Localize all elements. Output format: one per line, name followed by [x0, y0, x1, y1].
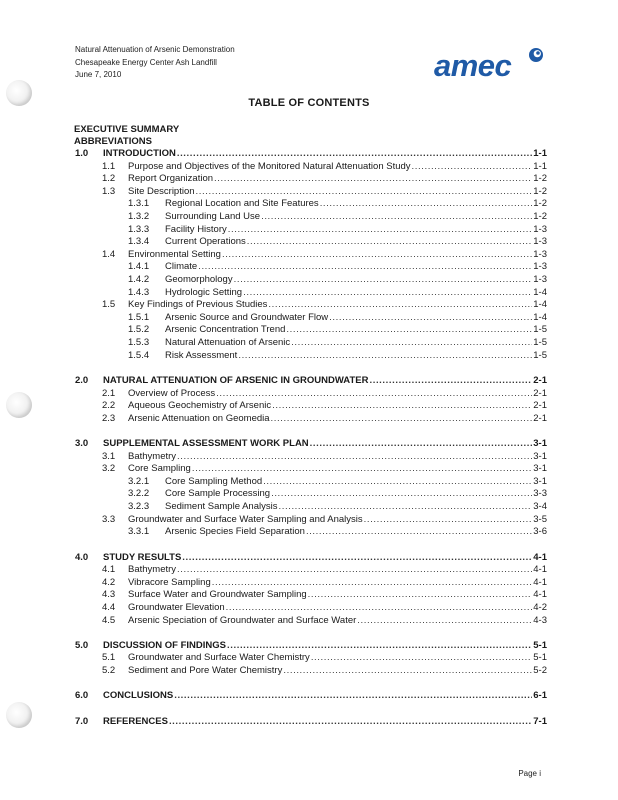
toc-entry: [0, 413, 618, 425]
toc-entry: [0, 388, 618, 400]
toc-entry-title: Purpose and Objectives of the Monitored Natural Attenuation Study: [128, 161, 411, 172]
toc-dot-leader: [283, 665, 532, 677]
toc-dot-leader: [192, 463, 532, 475]
toc-dot-leader: [369, 375, 532, 387]
toc-entry-title: SUPPLEMENTAL ASSESSMENT WORK PLAN: [103, 438, 309, 449]
toc-entry-number: 1.5.2: [128, 324, 150, 335]
toc-entry-number: 3.1: [102, 451, 116, 462]
toc-entry: [0, 577, 618, 589]
toc-dot-leader: [214, 173, 532, 185]
toc-entry-number: 7.0: [75, 716, 89, 727]
toc-dot-leader: [272, 400, 532, 412]
toc-entry-page: 2-1: [533, 400, 547, 411]
toc-entry-title: Groundwater and Surface Water Sampling and Analysis: [128, 514, 363, 525]
toc-entry-title: Arsenic Concentration Trend: [165, 324, 286, 335]
toc-entry: [0, 438, 618, 450]
toc-entry-title: Arsenic Attenuation on Geomedia: [128, 413, 270, 424]
toc-entry-page: 3-3: [533, 488, 547, 499]
page-title: TABLE OF CONTENTS: [248, 97, 370, 109]
toc-dot-leader: [308, 589, 533, 601]
toc-entry-title: Bathymetry: [128, 451, 177, 462]
toc-entry: [0, 350, 618, 362]
header-line-2: Chesapeake Energy Center Ash Landfill: [75, 57, 217, 67]
toc-heading-abbreviations: ABBREVIATIONS: [74, 136, 152, 147]
toc-entry-page: 3-1: [533, 476, 547, 487]
toc-entry-title: Core Sample Processing: [165, 488, 271, 499]
toc-entry-number: 6.0: [75, 690, 89, 701]
toc-entry-number: 1.3.4: [128, 236, 150, 247]
toc-entry-title: Surrounding Land Use: [165, 211, 261, 222]
toc-entry: [0, 615, 618, 627]
toc-entry-number: 3.3: [102, 514, 116, 525]
toc-entry: [0, 716, 618, 728]
toc-entry-page: 3-1: [533, 438, 547, 449]
toc-entry: [0, 312, 618, 324]
toc-entry-title: Hydrologic Setting: [165, 287, 243, 298]
toc-entry-page: 1-3: [533, 274, 547, 285]
toc-dot-leader: [227, 640, 532, 652]
toc-entry-title: CONCLUSIONS: [103, 690, 174, 701]
toc-entry-number: 1.4.3: [128, 287, 150, 298]
toc-entry-number: 1.3.3: [128, 224, 150, 235]
toc-entry-number: 5.1: [102, 652, 116, 663]
toc-dot-leader: [243, 287, 532, 299]
toc-entry: [0, 552, 618, 564]
toc-entry-number: 1.3.1: [128, 198, 150, 209]
toc-entry-title: Bathymetry: [128, 564, 177, 575]
toc-entry: [0, 161, 618, 173]
toc-entry-number: 5.0: [75, 640, 89, 651]
toc-entry-title: DISCUSSION OF FINDINGS: [103, 640, 226, 651]
toc-entry-title: Core Sampling: [128, 463, 191, 474]
toc-entry-page: 2-1: [533, 413, 547, 424]
toc-entry-title: Environmental Setting: [128, 249, 221, 260]
toc-entry-title: Surface Water and Groundwater Sampling: [128, 589, 307, 600]
toc-entry: [0, 463, 618, 475]
document-header: [75, 44, 235, 82]
toc-entry: [0, 652, 618, 664]
logo-swirl-icon: [529, 48, 543, 62]
toc-entry-page: 2-1: [533, 375, 547, 386]
toc-entry-number: 4.3: [102, 589, 116, 600]
toc-entry-number: 1.5.3: [128, 337, 150, 348]
toc-entry: [0, 236, 618, 248]
toc-entry-number: 1.5.4: [128, 350, 150, 361]
toc-entry-number: 3.2.2: [128, 488, 150, 499]
toc-entry-title: Sediment Sample Analysis: [165, 501, 278, 512]
toc-entry-page: 4-1: [533, 564, 547, 575]
toc-dot-leader: [412, 161, 533, 173]
toc-entry: [0, 451, 618, 463]
toc-entry-page: 1-2: [533, 186, 547, 197]
toc-dot-leader: [306, 526, 532, 538]
toc-entry-number: 1.5: [102, 299, 116, 310]
toc-dot-leader: [198, 261, 532, 273]
toc-entry: [0, 476, 618, 488]
toc-entry-number: 2.3: [102, 413, 116, 424]
toc-dot-leader: [310, 438, 533, 450]
toc-entry-page: 1-4: [533, 287, 547, 298]
toc-entry-title: Arsenic Source and Groundwater Flow: [165, 312, 329, 323]
toc-entry-number: 4.4: [102, 602, 116, 613]
toc-dot-leader: [271, 413, 533, 425]
toc-entry-page: 4-3: [533, 615, 547, 626]
toc-entry-page: 1-1: [533, 161, 547, 172]
toc-entry-title: Vibracore Sampling: [128, 577, 211, 588]
toc-entry-page: 1-5: [533, 337, 547, 348]
amec-logo: [432, 44, 552, 84]
toc-dot-leader: [226, 602, 533, 614]
toc-entry: [0, 337, 618, 349]
toc-entry-page: 1-5: [533, 324, 547, 335]
toc-entry-number: 1.3.2: [128, 211, 150, 222]
toc-entry: [0, 261, 618, 273]
toc-entry-page: 5-2: [533, 665, 547, 676]
toc-entry-number: 1.2: [102, 173, 116, 184]
toc-entry-title: NATURAL ATTENUATION OF ARSENIC IN GROUNDWATER: [103, 375, 369, 386]
toc-entry-number: 2.1: [102, 388, 116, 399]
toc-entry-page: 1-3: [533, 249, 547, 260]
toc-entry-page: 1-2: [533, 211, 547, 222]
toc-entry: [0, 224, 618, 236]
toc-entry-title: Site Description: [128, 186, 195, 197]
toc-entry: [0, 211, 618, 223]
toc-dot-leader: [278, 501, 532, 513]
toc-dot-leader: [174, 690, 532, 702]
toc-dot-leader: [263, 476, 532, 488]
toc-entry-title: Sediment and Pore Water Chemistry: [128, 665, 283, 676]
toc-entry-title: Groundwater Elevation: [128, 602, 225, 613]
toc-dot-leader: [261, 211, 532, 223]
toc-dot-leader: [177, 564, 532, 576]
toc-dot-leader: [268, 299, 532, 311]
toc-entry-page: 6-1: [533, 690, 547, 701]
toc-entry-page: 1-5: [533, 350, 547, 361]
toc-entry-title: Climate: [165, 261, 198, 272]
toc-entry-page: 5-1: [533, 652, 547, 663]
toc-entry-page: 3-1: [533, 451, 547, 462]
toc-entry-title: INTRODUCTION: [103, 148, 176, 159]
toc-entry: [0, 665, 618, 677]
toc-entry: [0, 249, 618, 261]
toc-entry-page: 1-3: [533, 236, 547, 247]
toc-entry: [0, 198, 618, 210]
toc-entry: [0, 375, 618, 387]
toc-dot-leader: [177, 148, 532, 160]
toc-entry: [0, 287, 618, 299]
toc-entry-title: Arsenic Speciation of Groundwater and Surface Water: [128, 615, 357, 626]
toc-entry: [0, 514, 618, 526]
toc-dot-leader: [216, 388, 532, 400]
toc-entry-number: 3.2: [102, 463, 116, 474]
toc-entry-page: 1-1: [533, 148, 547, 159]
toc-entry-page: 2-1: [533, 388, 547, 399]
toc-entry-title: Facility History: [165, 224, 227, 235]
toc-entry-number: 3.2.3: [128, 501, 150, 512]
toc-dot-leader: [271, 488, 532, 500]
toc-entry-title: Geomorphology: [165, 274, 233, 285]
toc-entry-title: Groundwater and Surface Water Chemistry: [128, 652, 310, 663]
toc-entry-number: 1.5.1: [128, 312, 150, 323]
toc-entry-number: 3.2.1: [128, 476, 150, 487]
toc-entry-page: 1-4: [533, 299, 547, 310]
toc-entry-title: Arsenic Species Field Separation: [165, 526, 305, 537]
toc-entry: [0, 324, 618, 336]
toc-entry: [0, 589, 618, 601]
toc-entry-number: 1.4: [102, 249, 116, 260]
toc-entry-page: 5-1: [533, 640, 547, 651]
toc-entry-number: 4.1: [102, 564, 116, 575]
toc-dot-leader: [177, 451, 532, 463]
header-line-3: June 7, 2010: [75, 70, 122, 79]
toc-entry-title: STUDY RESULTS: [103, 552, 182, 563]
toc-entry-page: 3-1: [533, 463, 547, 474]
toc-entry: [0, 148, 618, 160]
toc-entry-title: Core Sampling Method: [165, 476, 263, 487]
toc-entry: [0, 501, 618, 513]
toc-entry: [0, 299, 618, 311]
toc-heading-executive-summary: EXECUTIVE SUMMARY: [74, 124, 180, 135]
toc-entry-number: 1.1: [102, 161, 116, 172]
toc-dot-leader: [182, 552, 532, 564]
toc-entry-number: 2.0: [75, 375, 89, 386]
toc-entry-page: 7-1: [533, 716, 547, 727]
toc-entry-page: 1-3: [533, 224, 547, 235]
toc-entry-page: 4-1: [533, 577, 547, 588]
toc-dot-leader: [196, 186, 533, 198]
toc-entry-number: 4.2: [102, 577, 116, 588]
toc-dot-leader: [320, 198, 533, 210]
toc-dot-leader: [311, 652, 532, 664]
toc-entry-page: 4-2: [533, 602, 547, 613]
toc-dot-leader: [234, 274, 533, 286]
toc-entry: [0, 400, 618, 412]
toc-entry-number: 1.0: [75, 148, 89, 159]
toc-entry-title: Key Findings of Previous Studies: [128, 299, 268, 310]
toc-entry: [0, 526, 618, 538]
toc-entry-page: 4-1: [533, 552, 547, 563]
toc-entry: [0, 173, 618, 185]
toc-entry-page: 1-2: [533, 198, 547, 209]
toc-entry-number: 5.2: [102, 665, 116, 676]
toc-dot-leader: [329, 312, 532, 324]
toc-entry-title: Report Organization: [128, 173, 214, 184]
toc-dot-leader: [222, 249, 532, 261]
toc-entry-number: 1.3: [102, 186, 116, 197]
toc-entry: [0, 602, 618, 614]
toc-entry-number: 4.0: [75, 552, 89, 563]
toc-entry-page: 3-6: [533, 526, 547, 537]
toc-dot-leader: [247, 236, 532, 248]
toc-dot-leader: [238, 350, 532, 362]
toc-entry: [0, 274, 618, 286]
toc-entry-title: Regional Location and Site Features: [165, 198, 319, 209]
toc-entry: [0, 690, 618, 702]
toc-dot-leader: [286, 324, 532, 336]
toc-entry-page: 1-4: [533, 312, 547, 323]
toc-dot-leader: [364, 514, 533, 526]
toc-entry-title: Overview of Process: [128, 388, 216, 399]
toc-dot-leader: [228, 224, 533, 236]
toc-entry-title: Natural Attenuation of Arsenic: [165, 337, 291, 348]
toc-entry-title: REFERENCES: [103, 716, 168, 727]
toc-dot-leader: [212, 577, 533, 589]
toc-entry: [0, 640, 618, 652]
toc-entry-title: Current Operations: [165, 236, 246, 247]
toc-entry-title: Aqueous Geochemistry of Arsenic: [128, 400, 272, 411]
toc-dot-leader: [291, 337, 532, 349]
toc-entry-page: 3-5: [533, 514, 547, 525]
toc-dot-leader: [169, 716, 532, 728]
page-number: Page i: [518, 769, 541, 778]
toc-dot-leader: [357, 615, 532, 627]
toc-entry-title: Risk Assessment: [165, 350, 238, 361]
toc-entry-page: 4-1: [533, 589, 547, 600]
toc-entry-number: 1.4.2: [128, 274, 150, 285]
header-line-1: Natural Attenuation of Arsenic Demonstration: [75, 45, 235, 54]
toc-entry-number: 3.0: [75, 438, 89, 449]
toc-entry-number: 2.2: [102, 400, 116, 411]
toc-entry-page: 1-2: [533, 173, 547, 184]
toc-entry-number: 4.5: [102, 615, 116, 626]
toc-entry-page: 1-3: [533, 261, 547, 272]
toc-entry-number: 3.3.1: [128, 526, 150, 537]
toc-entry-page: 3-4: [533, 501, 547, 512]
toc-entry: [0, 564, 618, 576]
toc-entry: [0, 186, 618, 198]
toc-entry-number: 1.4.1: [128, 261, 150, 272]
logo-text: amec: [434, 48, 512, 83]
toc-entry: [0, 488, 618, 500]
